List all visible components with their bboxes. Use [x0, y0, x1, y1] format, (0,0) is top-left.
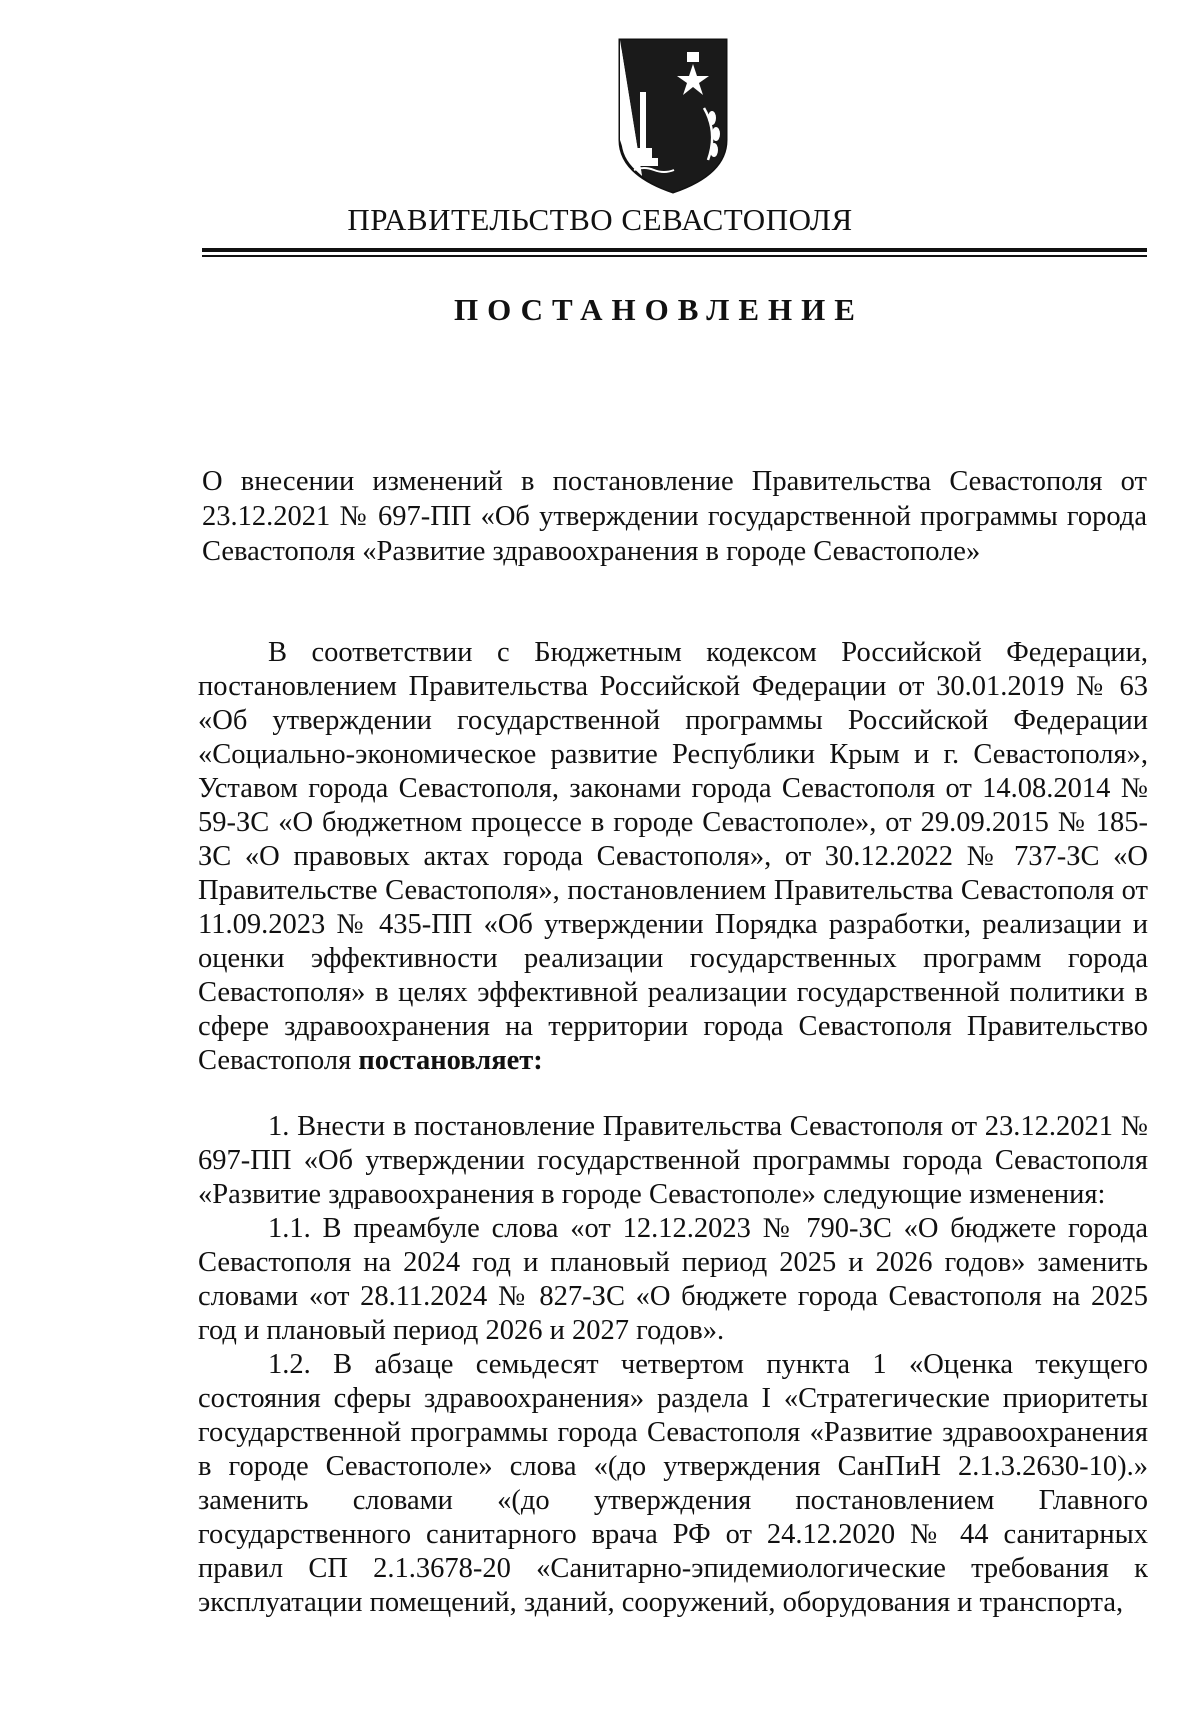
header-rule-thin [202, 255, 1147, 257]
item-1: 1. Внести в постановление Правительства Севастополя от 23.12.2021 № 697-ПП «Об утверждении государственной программы города Севастополя «Развитие здравоохранения в городе Севастополе» следующие изменения: [198, 1111, 1148, 1210]
item-1-1: 1.1. В преамбуле слова «от 12.12.2023 № 790-ЗС «О бюджете города Севастополя на 2024 год и плановый период 2025 и 2026 годов» заменить словами «от 28.11.2024 № 827-ЗС «О бюджете города Севастополя на 2025 год и плановый период 2026 и 2027 годов». [198, 1213, 1148, 1346]
item-1-2: 1.2. В абзаце семьдесят четвертом пункта 1 «Оценка текущего состояния сферы здравоохранения» раздела I «Стратегические приоритеты государственной программы города Севастополя «Развитие здравоохранения в городе Севастополе» слова «(до утверждения СанПиН 2.1.3.2630-10).» заменить словами «(до утверждения постановлением Главного государственного санитарного врача РФ от 24.12.2020 № 44 санитарных правил СП 2.1.3678-20 «Санитарно-эпидемиологические требования к эксплуатации помещений, зданий, сооружений, оборудования и транспорта, [198, 1349, 1148, 1618]
document-title: О внесении изменений в постановление Правительства Севастополя от 23.12.2021 № 697-ПП «Об утверждении государственной программы города Севастополя «Развитие здравоохранения в городе Севастополе» [202, 466, 1147, 567]
preamble-text: В соответствии с Бюджетным кодексом Российской Федерации, постановлением Правительства Российской Федерации от 30.01.2019 № 63 «Об утверждении государственной программы Российской Федерации «Социально-экономическое развитие Республики Крым и г. Севастополя», Уставом города Севастополя, законами города Севастополя от 14.08.2014 № 59-ЗС «О бюджетном процессе в городе Севастополе», от 29.09.2015 № 185-ЗС «О правовых актах города Севастополя», от 30.12.2022 № 737-ЗС «О Правительстве Севастополя», постановлением Правительства Севастополя от 11.09.2023 № 435-ПП «Об утверждении Порядка разработки, реализации и оценки эффективности реализации государственных программ города Севастополя» в целях эффективной реализации государственной политики в сфере здравоохранения на территории города Севастополя Правительство Севастополя [198, 637, 1148, 1076]
decree-word: постановляет: [358, 1045, 543, 1076]
document-type: ПОСТАНОВЛЕНИЕ [454, 292, 864, 327]
organization-name: ПРАВИТЕЛЬСТВО СЕВАСТОПОЛЯ [347, 202, 853, 237]
sevastopol-coat-of-arms-icon [614, 36, 732, 196]
paragraph-gap [198, 1078, 1148, 1110]
preamble-paragraph [198, 636, 1148, 1078]
header-rule-thick [202, 248, 1147, 252]
document-body [198, 636, 1148, 1620]
